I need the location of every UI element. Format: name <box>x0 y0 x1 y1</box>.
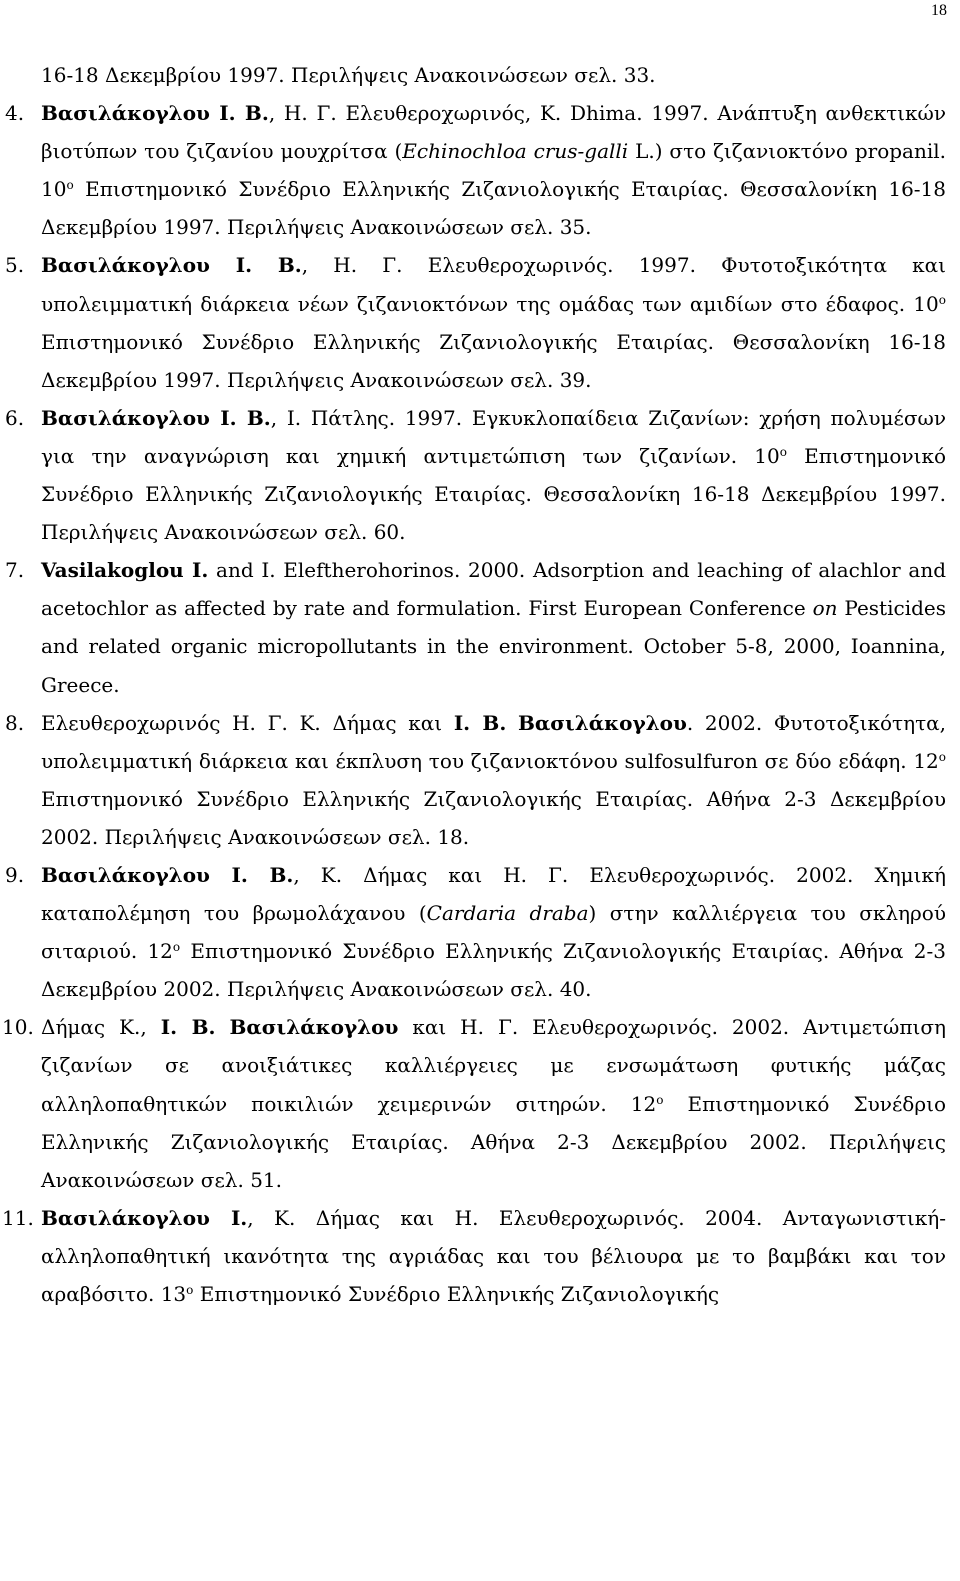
author-name: Βασιλάκογλου Ι. Β. <box>41 405 271 430</box>
author-name: Βασιλάκογλου <box>229 1015 399 1040</box>
reference-list <box>0 56 960 1313</box>
ordinal-superscript: ο <box>938 292 946 307</box>
reference-text: , Η. Γ. Ελευθεροχωρινός, Κ. Dhima. 1997. Ανάπτυξη ανθεκτικών βιοτύπων του ζιζανίου μουχρίτσα ( <box>41 101 946 164</box>
reference-text: Δήμας Κ., <box>41 1015 161 1040</box>
ordinal-superscript: ο <box>779 444 787 459</box>
ordinal-superscript: ο <box>186 1283 194 1297</box>
author-name: Βασιλάκογλου Ι. Β. <box>41 101 269 126</box>
species-name: Cardaria draba <box>426 901 589 926</box>
author-name: Vasilakoglou I. <box>41 558 209 583</box>
reference-item-8 <box>0 704 960 856</box>
reference-text: , Κ. Δήμας και Η. Γ. Ελευθεροχωρινός. 2002. Χημική καταπολέμηση του βρωμολάχανου ( <box>41 862 946 926</box>
reference-text: , Κ. Δήμας και Η. Ελευθεροχωρινός. 2004. Ανταγωνιστική-αλληλοπαθητική ικανότητα της αγριάδας και του βέλιουρα με το βαμβάκι και τον αραβόσιτο. 13 <box>41 1205 946 1306</box>
reference-number: 10. <box>2 1015 34 1040</box>
author-name: Βασιλάκογλου <box>517 710 687 735</box>
spacer <box>216 1015 230 1039</box>
reference-text: Επιστημονικό Συνέδριο Ελληνικής Ζιζανιολογικής Εταιρίας. Αθήνα 2-3 Δεκεμβρίου 2002. Περιλήψεις Ανακοινώσεων σελ. 51. <box>41 1091 946 1192</box>
reference-number: 8. <box>5 710 25 735</box>
ordinal-superscript: ο <box>66 178 74 193</box>
reference-text: Επιστημονικό Συνέδριο Ελληνικής Ζιζανιολογικής <box>193 1282 720 1306</box>
reference-text: Επιστημονικό Συνέδριο Ελληνικής Ζιζανιολογικής Εταιρίας. Θεσσαλονίκη 16-18 Δεκεμβρίου 1997. Περιλήψεις Ανακοινώσεων σελ. 60. <box>41 443 946 545</box>
reference-number: 9. <box>5 862 25 887</box>
reference-text: L.) στο ζιζανιοκτόνο propanil. 10 <box>41 139 946 202</box>
reference-text: και Η. Γ. Ελευθεροχωρινός. 2002. Αντιμετώπιση ζιζανίων σε ανοιξιάτικες καλλιέργειες με ενσωμάτωση φυτικής μάζας αλληλοπαθητικών ποικιλιών χειμερινών σιτηρών. 12 <box>41 1015 946 1116</box>
species-name: Echinochloa crus-galli <box>402 139 629 164</box>
author-initials: Ι. Β. <box>160 1015 216 1040</box>
reference-item-10 <box>0 1008 960 1198</box>
reference-number: 11. <box>2 1205 34 1230</box>
author-initials: Ι. Β. <box>453 710 507 735</box>
reference-number: 5. <box>5 253 25 278</box>
reference-item-4 <box>0 94 960 246</box>
reference-text: Pesticides and related organic micropollutants in the environment. October 5-8, 2000, Ioannina, Greece. <box>41 596 946 697</box>
reference-text: Ελευθεροχωρινός Η. Γ. Κ. Δήμας και <box>41 710 454 735</box>
reference-item-9 <box>0 856 960 1008</box>
author-name: Βασιλάκογλου Ι. Β. <box>41 253 302 278</box>
reference-text: , Η. Γ. Ελευθεροχωρινός. 1997. Φυτοτοξικότητα και υπολειμματική διάρκεια νέων ζιζανιοκτόνων της ομάδας των αμιδίων στο έδαφος. 10 <box>41 253 946 316</box>
ordinal-superscript: ο <box>938 749 946 764</box>
reference-item-5 <box>0 246 960 398</box>
author-name: Βασιλάκογλου Ι. <box>41 1205 248 1230</box>
ordinal-superscript: ο <box>656 1092 664 1107</box>
reference-item-6 <box>0 399 960 551</box>
reference-number: 6. <box>5 405 25 430</box>
reference-text: Επιστημονικό Συνέδριο Ελληνικής Ζιζανιολογικής Εταιρίας. Θεσσαλονίκη 16-18 Δεκεμβρίου 1997. Περιλήψεις Ανακοινώσεων σελ. 39. <box>41 329 946 392</box>
reference-text: 16-18 Δεκεμβρίου 1997. Περιλήψεις Ανακοινώσεων σελ. 33. <box>41 63 656 87</box>
reference-text: Επιστημονικό Συνέδριο Ελληνικής Ζιζανιολογικής Εταιρίας. Θεσσαλονίκη 16-18 Δεκεμβρίου 1997. Περιλήψεις Ανακοινώσεων σελ. 35. <box>41 177 946 240</box>
reference-item-11 <box>0 1199 960 1313</box>
page-number: 18 <box>931 2 947 19</box>
reference-text: and I. Eleftherohorinos. 2000. Adsorption and leaching of alachlor and acetochlor as affected by rate and formulation. First European Conference <box>41 558 947 621</box>
reference-continuation <box>0 56 960 94</box>
reference-item-7 <box>0 551 960 703</box>
spacer <box>506 711 518 735</box>
reference-number: 4. <box>5 101 25 126</box>
reference-text: ) στην καλλιέργεια του σκληρού σιταριού. 12 <box>41 901 946 964</box>
reference-text: Επιστημονικό Συνέδριο Ελληνικής Ζιζανιολογικής Εταιρίας. Αθήνα 2-3 Δεκεμβρίου 2002. Περιλήψεις Ανακοινώσεων σελ. 40. <box>41 939 946 1002</box>
reference-number: 7. <box>5 558 25 583</box>
reference-text: Επιστημονικό Συνέδριο Ελληνικής Ζιζανιολογικής Εταιρίας. Αθήνα 2-3 Δεκεμβρίου 2002. Περιλήψεις Ανακοινώσεων σελ. 18. <box>41 786 946 849</box>
author-name: Βασιλάκογλου Ι. Β. <box>41 862 294 887</box>
italic-word: on <box>812 596 838 621</box>
ordinal-superscript: ο <box>172 940 181 955</box>
reference-text: . 2002. Φυτοτοξικότητα, υπολειμματική διάρκεια και έκπλυση του ζιζανιοκτόνου sulfosulfuron σε δύο εδάφη. 12 <box>41 710 947 773</box>
reference-text: , Ι. Πάτλης. 1997. Εγκυκλοπαίδεια Ζιζανίων: χρήση πολυμέσων για την αναγνώριση και χημική αντιμετώπιση των ζιζανίων. 10 <box>41 405 946 468</box>
